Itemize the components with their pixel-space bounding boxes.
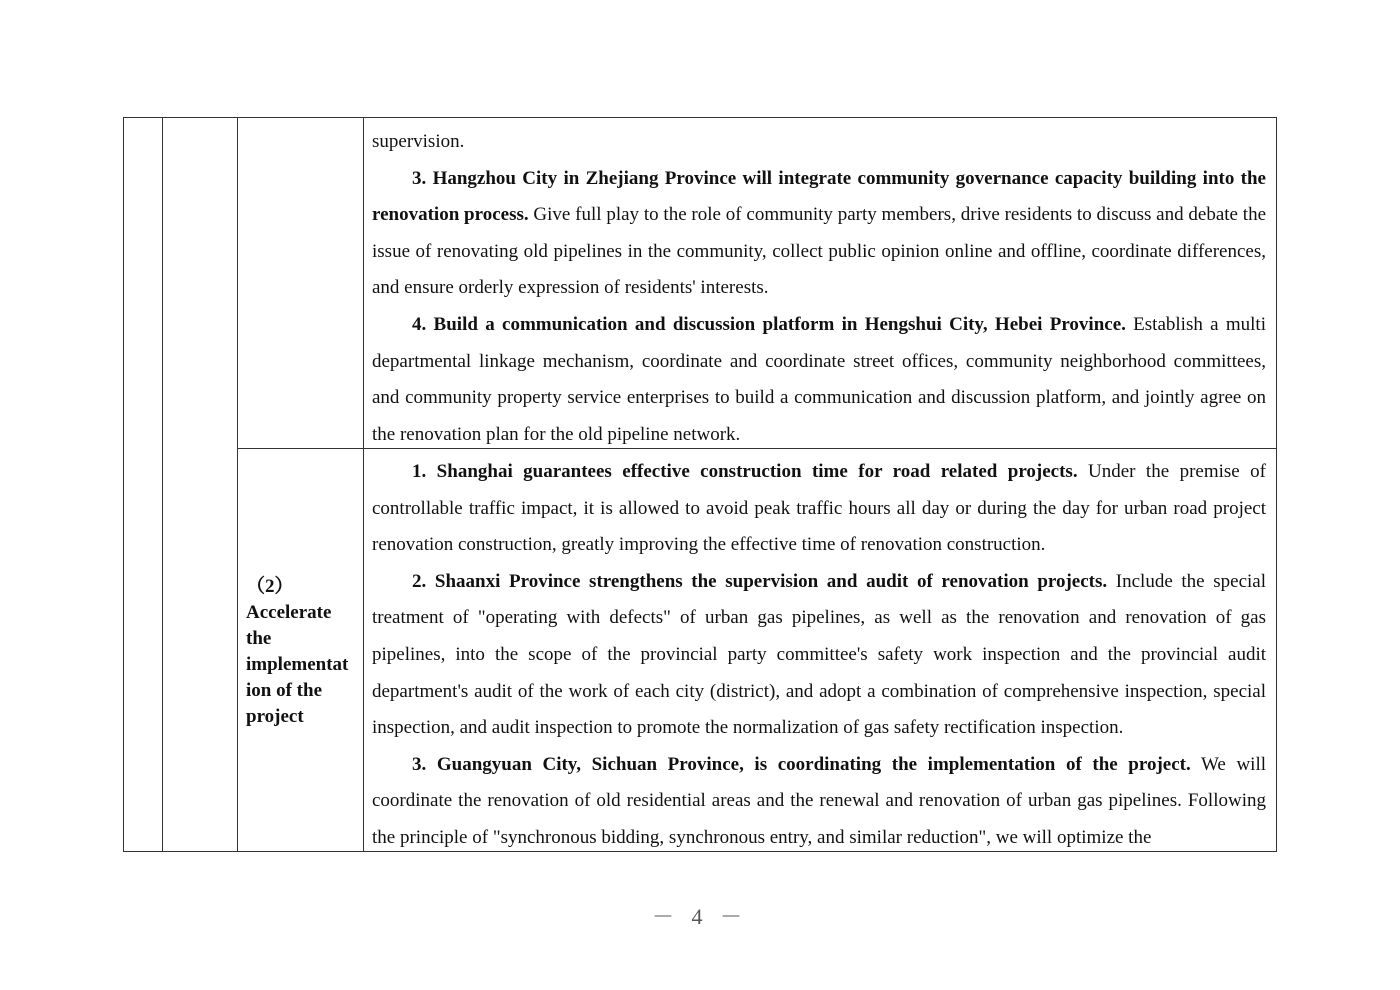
section-label-line: project — [246, 706, 304, 727]
heading-hengshui: 4. Build a communication and discussion platform in Hengshui City, Hebei Province. — [412, 313, 1126, 335]
section-label-line: Accelerate — [246, 602, 332, 623]
body-hangzhou: Give full play to the role of community party members, drive residents to discuss and debate the issue of renovating old pipelines in the community, collect public opinion online and offline, coordinate differences, and ensure orderly expression of residents' interests. — [372, 204, 1267, 299]
heading-guangyuan: 3. Guangyuan City, Sichuan Province, is coordinating the implementation of the project. — [412, 753, 1191, 775]
section-label-line: ion of the — [246, 680, 322, 701]
paragraph-shanghai — [372, 454, 1266, 564]
body-guangyuan: We will coordinate the renovation of old residential areas and the renewal and renovation of urban gas pipelines. Following the principle of "synchronous bidding, synchronous entry, and similar reduction", we will optimize the — [372, 753, 1266, 848]
top-content-cell — [372, 124, 1266, 453]
bottom-content-cell — [372, 454, 1266, 857]
column-divider-2 — [237, 118, 238, 851]
section-label-number: （2） — [246, 576, 294, 597]
heading-hangzhou: 3. Hangzhou City in Zhejiang Province will integrate community governance capacity building into the renovation process. — [372, 167, 1266, 226]
section-label-line: implementat — [246, 654, 349, 675]
paragraph-guangyuan — [372, 747, 1266, 857]
body-shanghai: Under the premise of controllable traffic impact, it is allowed to avoid peak traffic hours all day or during the day for urban road project renovation construction, greatly improving the effective time of renovation construction. — [372, 461, 1266, 556]
paragraph-hangzhou — [372, 161, 1266, 307]
column-divider-3 — [363, 118, 364, 851]
section-label — [246, 574, 364, 730]
paragraph-hengshui — [372, 307, 1266, 453]
column-divider-1 — [162, 118, 163, 851]
document-table — [123, 117, 1277, 852]
paragraph-shaanxi — [372, 564, 1266, 747]
page-number: － 4 － — [651, 904, 748, 929]
body-shaanxi: Include the special treatment of "operating with defects" of urban gas pipelines, as well as the renovation and renovation of gas pipelines, into the scope of the provincial party committee's safety work inspection and the provincial audit department's audit of the work of each city (district), and adopt a combination of comprehensive inspection, special inspection, and audit inspection to promote the normalization of gas safety rectification inspection. — [372, 570, 1267, 739]
body-hengshui: Establish a multi departmental linkage mechanism, coordinate and coordinate street offices, community neighborhood committees, and community property service enterprises to build a communication and discussion platform, and jointly agree on the renovation plan for the old pipeline network. — [372, 313, 1266, 445]
heading-shanghai: 1. Shanghai guarantees effective construction time for road related projects. — [412, 461, 1078, 482]
section-label-line: the — [246, 628, 272, 649]
continuation-text: supervision. — [372, 131, 465, 152]
heading-shaanxi: 2. Shaanxi Province strengthens the supervision and audit of renovation projects. — [412, 570, 1108, 592]
